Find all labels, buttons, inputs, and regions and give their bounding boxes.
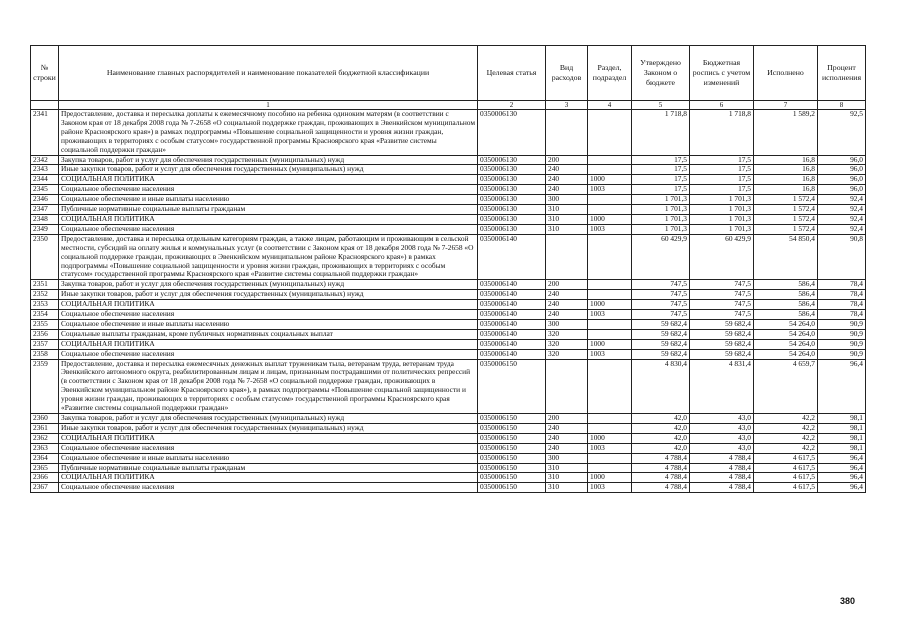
section-cell: 1003 <box>588 483 632 493</box>
section-cell: 1003 <box>588 224 632 234</box>
row-number-cell: 2345 <box>31 185 59 195</box>
name-cell: Иные закупки товаров, работ и услуг для обеспечения государственных (муниципальных) нужд <box>59 423 478 433</box>
row-number-cell: 2355 <box>31 319 59 329</box>
table-body <box>31 110 866 493</box>
expense-kind-cell: 310 <box>546 473 588 483</box>
table-row <box>31 433 866 443</box>
executed-cell: 586,4 <box>754 280 818 290</box>
section-cell: 1003 <box>588 443 632 453</box>
target-article-cell: 0350006150 <box>478 453 546 463</box>
executed-cell: 1 572,4 <box>754 214 818 224</box>
section-cell: 1000 <box>588 300 632 310</box>
target-article-cell: 0350006140 <box>478 339 546 349</box>
table-row <box>31 463 866 473</box>
table-row <box>31 175 866 185</box>
table-row <box>31 234 866 280</box>
section-cell <box>588 359 632 413</box>
table-row <box>31 280 866 290</box>
target-article-cell: 0350006140 <box>478 310 546 320</box>
table-header <box>31 46 866 110</box>
row-number-cell: 2350 <box>31 234 59 280</box>
target-article-cell: 0350006130 <box>478 185 546 195</box>
column-number: 7 <box>754 101 818 110</box>
approved-cell: 42,0 <box>632 433 690 443</box>
section-cell: 1000 <box>588 175 632 185</box>
executed-cell: 586,4 <box>754 300 818 310</box>
expense-kind-cell: 240 <box>546 290 588 300</box>
expense-kind-cell: 320 <box>546 349 588 359</box>
row-number-cell: 2348 <box>31 214 59 224</box>
budget-schedule-cell: 747,5 <box>690 300 754 310</box>
percent-cell: 92,5 <box>818 110 866 156</box>
header-percent: Процент исполнения <box>818 46 866 101</box>
table-row <box>31 359 866 413</box>
row-number-cell: 2357 <box>31 339 59 349</box>
approved-cell: 4 788,4 <box>632 473 690 483</box>
row-number-cell: 2362 <box>31 433 59 443</box>
column-number: 3 <box>546 101 588 110</box>
row-number-cell: 2361 <box>31 423 59 433</box>
name-cell: Иные закупки товаров, работ и услуг для обеспечения государственных (муниципальных) нужд <box>59 165 478 175</box>
approved-cell: 59 682,4 <box>632 349 690 359</box>
row-number-cell: 2367 <box>31 483 59 493</box>
section-cell <box>588 195 632 205</box>
column-number: 5 <box>632 101 690 110</box>
section-cell <box>588 234 632 280</box>
budget-schedule-cell: 4 788,4 <box>690 483 754 493</box>
name-cell: Публичные нормативные социальные выплаты гражданам <box>59 205 478 215</box>
executed-cell: 42,2 <box>754 423 818 433</box>
executed-cell: 4 617,5 <box>754 483 818 493</box>
executed-cell: 16,8 <box>754 175 818 185</box>
expense-kind-cell <box>546 110 588 156</box>
expense-kind-cell <box>546 234 588 280</box>
target-article-cell: 0350006150 <box>478 463 546 473</box>
percent-cell: 92,4 <box>818 214 866 224</box>
table-row <box>31 165 866 175</box>
budget-schedule-cell: 1 701,3 <box>690 205 754 215</box>
row-number-cell: 2356 <box>31 329 59 339</box>
target-article-cell: 0350006150 <box>478 483 546 493</box>
table-row <box>31 483 866 493</box>
row-number-cell: 2366 <box>31 473 59 483</box>
percent-cell: 96,4 <box>818 483 866 493</box>
percent-cell: 98,1 <box>818 433 866 443</box>
expense-kind-cell: 310 <box>546 224 588 234</box>
section-cell: 1003 <box>588 349 632 359</box>
name-cell: Социальное обеспечение и иные выплаты населению <box>59 453 478 463</box>
section-cell <box>588 165 632 175</box>
percent-cell: 78,4 <box>818 300 866 310</box>
executed-cell: 586,4 <box>754 310 818 320</box>
header-expense-kind: Вид расходов <box>546 46 588 101</box>
section-cell <box>588 290 632 300</box>
name-cell: Предоставление, доставка и пересылка ежемесячных денежных выплат труженикам тыла, ветеранам труда, ветеранам труда Эвенкийского автономного округа, реабилитированным лицам и лицам, признанным пострадавшими от политических репрессий (в соответствии с Законом края от 18 декабря 2008 года № 7-2658 «О социальной поддержке граждан, проживающих в Эвенкийском муниципальном районе Красноярского края»), в рамках подпрограммы «Повышение социальной защищенности и уровня жизни граждан, проживающих в территориях с особым статусом» государственной программы Красноярского края «Развитие системы социальной поддержки граждан» <box>59 359 478 413</box>
budget-schedule-cell: 59 682,4 <box>690 349 754 359</box>
percent-cell: 96,4 <box>818 359 866 413</box>
table-row <box>31 110 866 156</box>
table-row <box>31 319 866 329</box>
section-cell: 1000 <box>588 473 632 483</box>
budget-schedule-cell: 59 682,4 <box>690 329 754 339</box>
approved-cell: 747,5 <box>632 300 690 310</box>
executed-cell: 16,8 <box>754 185 818 195</box>
expense-kind-cell: 240 <box>546 165 588 175</box>
approved-cell: 60 429,9 <box>632 234 690 280</box>
target-article-cell: 0350006150 <box>478 443 546 453</box>
expense-kind-cell: 240 <box>546 423 588 433</box>
expense-kind-cell: 240 <box>546 443 588 453</box>
section-cell: 1000 <box>588 339 632 349</box>
expense-kind-cell: 310 <box>546 214 588 224</box>
name-cell: Закупка товаров, работ и услуг для обеспечения государственных (муниципальных) нужд <box>59 414 478 424</box>
budget-schedule-cell: 747,5 <box>690 310 754 320</box>
section-cell: 1000 <box>588 214 632 224</box>
approved-cell: 4 788,4 <box>632 483 690 493</box>
percent-cell: 78,4 <box>818 290 866 300</box>
table-row <box>31 310 866 320</box>
approved-cell: 42,0 <box>632 443 690 453</box>
table-row <box>31 195 866 205</box>
target-article-cell: 0350006150 <box>478 359 546 413</box>
target-article-cell: 0350006150 <box>478 473 546 483</box>
approved-cell: 1 701,3 <box>632 195 690 205</box>
target-article-cell: 0350006130 <box>478 165 546 175</box>
approved-cell: 59 682,4 <box>632 339 690 349</box>
budget-schedule-cell: 43,0 <box>690 433 754 443</box>
budget-schedule-cell: 1 718,8 <box>690 110 754 156</box>
percent-cell: 96,0 <box>818 185 866 195</box>
budget-schedule-cell: 43,0 <box>690 423 754 433</box>
column-number: 8 <box>818 101 866 110</box>
expense-kind-cell: 240 <box>546 175 588 185</box>
table-row <box>31 473 866 483</box>
table-row <box>31 155 866 165</box>
row-number-cell: 2351 <box>31 280 59 290</box>
expense-kind-cell: 240 <box>546 300 588 310</box>
budget-schedule-cell: 43,0 <box>690 414 754 424</box>
table-row <box>31 290 866 300</box>
section-cell <box>588 453 632 463</box>
expense-kind-cell: 300 <box>546 195 588 205</box>
approved-cell: 17,5 <box>632 175 690 185</box>
expense-kind-cell: 310 <box>546 483 588 493</box>
expense-kind-cell: 200 <box>546 280 588 290</box>
column-number: 4 <box>588 101 632 110</box>
expense-kind-cell: 300 <box>546 319 588 329</box>
executed-cell: 4 617,5 <box>754 463 818 473</box>
target-article-cell: 0350006150 <box>478 414 546 424</box>
approved-cell: 1 701,3 <box>632 224 690 234</box>
section-cell <box>588 414 632 424</box>
budget-schedule-cell: 17,5 <box>690 155 754 165</box>
approved-cell: 17,5 <box>632 165 690 175</box>
percent-cell: 90,8 <box>818 234 866 280</box>
target-article-cell: 0350006140 <box>478 300 546 310</box>
executed-cell: 42,2 <box>754 433 818 443</box>
name-cell: Публичные нормативные социальные выплаты гражданам <box>59 463 478 473</box>
table-row <box>31 214 866 224</box>
target-article-cell: 0350006130 <box>478 214 546 224</box>
name-cell: Социальное обеспечение населения <box>59 349 478 359</box>
target-article-cell: 0350006150 <box>478 433 546 443</box>
percent-cell: 92,4 <box>818 224 866 234</box>
table-row <box>31 453 866 463</box>
budget-schedule-cell: 747,5 <box>690 280 754 290</box>
percent-cell: 78,4 <box>818 280 866 290</box>
name-cell: Социальное обеспечение и иные выплаты населению <box>59 319 478 329</box>
row-number-cell: 2352 <box>31 290 59 300</box>
target-article-cell: 0350006140 <box>478 329 546 339</box>
budget-schedule-cell: 59 682,4 <box>690 319 754 329</box>
executed-cell: 1 572,4 <box>754 224 818 234</box>
budget-schedule-cell: 747,5 <box>690 290 754 300</box>
row-number-cell: 2353 <box>31 300 59 310</box>
percent-cell: 96,0 <box>818 175 866 185</box>
percent-cell: 98,1 <box>818 423 866 433</box>
target-article-cell: 0350006130 <box>478 195 546 205</box>
header-target-article: Целевая статья <box>478 46 546 101</box>
section-cell <box>588 205 632 215</box>
executed-cell: 54 264,0 <box>754 329 818 339</box>
executed-cell: 42,2 <box>754 414 818 424</box>
expense-kind-cell: 320 <box>546 329 588 339</box>
table-row <box>31 349 866 359</box>
row-number-cell: 2343 <box>31 165 59 175</box>
approved-cell: 1 701,3 <box>632 214 690 224</box>
header-row-number: № строки <box>31 46 59 101</box>
row-number-cell: 2354 <box>31 310 59 320</box>
name-cell: Социальное обеспечение населения <box>59 310 478 320</box>
approved-cell: 747,5 <box>632 290 690 300</box>
approved-cell: 59 682,4 <box>632 329 690 339</box>
executed-cell: 1 572,4 <box>754 195 818 205</box>
budget-schedule-cell: 1 701,3 <box>690 214 754 224</box>
approved-cell: 4 830,4 <box>632 359 690 413</box>
percent-cell: 90,9 <box>818 319 866 329</box>
table-row <box>31 339 866 349</box>
name-cell: Предоставление, доставка и пересылка доплаты к ежемесячному пособию на ребенка одиноким матерям (в соответствии с Законом края от 18 декабря 2008 года № 7-2658 «О социальной поддержке граждан, проживающих в Эвенкийском муниципальном районе Красноярского края») в рамках подпрограммы «Повышение социальной защищенности и уровня жизни граждан, проживающих в территориях с особым статусом» государственной программы Красноярского края «Развитие системы социальной поддержки граждан» <box>59 110 478 156</box>
table-row <box>31 329 866 339</box>
expense-kind-cell: 200 <box>546 155 588 165</box>
name-cell: Закупка товаров, работ и услуг для обеспечения государственных (муниципальных) нужд <box>59 280 478 290</box>
page-number: 380 <box>839 596 855 606</box>
expense-kind-cell: 300 <box>546 453 588 463</box>
approved-cell: 17,5 <box>632 155 690 165</box>
executed-cell: 54 264,0 <box>754 339 818 349</box>
column-number <box>31 101 59 110</box>
approved-cell: 747,5 <box>632 280 690 290</box>
row-number-cell: 2341 <box>31 110 59 156</box>
row-number-cell: 2342 <box>31 155 59 165</box>
target-article-cell: 0350006130 <box>478 155 546 165</box>
percent-cell: 96,0 <box>818 165 866 175</box>
name-cell: СОЦИАЛЬНАЯ ПОЛИТИКА <box>59 339 478 349</box>
name-cell: Закупка товаров, работ и услуг для обеспечения государственных (муниципальных) нужд <box>59 155 478 165</box>
section-cell: 1003 <box>588 185 632 195</box>
header-section: Раздел, подраздел <box>588 46 632 101</box>
percent-cell: 96,4 <box>818 453 866 463</box>
budget-schedule-cell: 4 831,4 <box>690 359 754 413</box>
column-number: 6 <box>690 101 754 110</box>
name-cell: СОЦИАЛЬНАЯ ПОЛИТИКА <box>59 300 478 310</box>
executed-cell: 1 572,4 <box>754 205 818 215</box>
section-cell <box>588 319 632 329</box>
row-number-cell: 2358 <box>31 349 59 359</box>
table-row <box>31 414 866 424</box>
budget-schedule-cell: 4 788,4 <box>690 473 754 483</box>
percent-cell: 90,9 <box>818 349 866 359</box>
percent-cell: 92,4 <box>818 195 866 205</box>
percent-cell: 96,4 <box>818 473 866 483</box>
expense-kind-cell: 310 <box>546 463 588 473</box>
executed-cell: 1 589,2 <box>754 110 818 156</box>
approved-cell: 4 788,4 <box>632 453 690 463</box>
table-row <box>31 300 866 310</box>
row-number-cell: 2360 <box>31 414 59 424</box>
name-cell: Социальное обеспечение и иные выплаты населению <box>59 195 478 205</box>
budget-schedule-cell: 17,5 <box>690 185 754 195</box>
name-cell: Иные закупки товаров, работ и услуг для обеспечения государственных (муниципальных) нужд <box>59 290 478 300</box>
expense-kind-cell: 240 <box>546 310 588 320</box>
approved-cell: 1 718,8 <box>632 110 690 156</box>
header-budget-schedule: Бюджетная роспись с учетом изменений <box>690 46 754 101</box>
target-article-cell: 0350006150 <box>478 423 546 433</box>
section-cell <box>588 280 632 290</box>
percent-cell: 78,4 <box>818 310 866 320</box>
target-article-cell: 0350006140 <box>478 290 546 300</box>
row-number-cell: 2349 <box>31 224 59 234</box>
target-article-cell: 0350006130 <box>478 175 546 185</box>
budget-schedule-cell: 59 682,4 <box>690 339 754 349</box>
approved-cell: 59 682,4 <box>632 319 690 329</box>
table-row <box>31 224 866 234</box>
expense-kind-cell <box>546 359 588 413</box>
table-row <box>31 205 866 215</box>
budget-schedule-cell: 4 788,4 <box>690 463 754 473</box>
header-approved: Утверждено Законом о бюджете <box>632 46 690 101</box>
name-cell: Предоставление, доставка и пересылка отдельным категориям граждан, а также лицам, работающим и проживающим в сельской местности, субсидий на оплату жилья и коммунальных услуг (в соответствии с Законом края от 18 декабря 2008 года № 7-2658 «О социальной поддержке граждан, проживающих в Эвенкийском муниципальном районе Красноярского края») в рамках подпрограммы «Повышение социальной защищенности и уровня жизни граждан, проживающих в территориях с особым статусом» государственной программы Красноярского края «Развитие системы социальной поддержки граждан» <box>59 234 478 280</box>
expense-kind-cell: 310 <box>546 205 588 215</box>
executed-cell: 54 850,4 <box>754 234 818 280</box>
target-article-cell: 0350006130 <box>478 224 546 234</box>
budget-schedule-cell: 17,5 <box>690 175 754 185</box>
section-cell <box>588 155 632 165</box>
expense-kind-cell: 240 <box>546 185 588 195</box>
percent-cell: 96,4 <box>818 463 866 473</box>
name-cell: СОЦИАЛЬНАЯ ПОЛИТИКА <box>59 433 478 443</box>
target-article-cell: 0350006130 <box>478 110 546 156</box>
target-article-cell: 0350006130 <box>478 205 546 215</box>
column-number: 2 <box>478 101 546 110</box>
section-cell: 1000 <box>588 433 632 443</box>
approved-cell: 42,0 <box>632 414 690 424</box>
section-cell <box>588 463 632 473</box>
section-cell <box>588 423 632 433</box>
budget-schedule-cell: 43,0 <box>690 443 754 453</box>
row-number-cell: 2359 <box>31 359 59 413</box>
percent-cell: 96,0 <box>818 155 866 165</box>
approved-cell: 4 788,4 <box>632 463 690 473</box>
percent-cell: 92,4 <box>818 205 866 215</box>
executed-cell: 54 264,0 <box>754 319 818 329</box>
target-article-cell: 0350006140 <box>478 234 546 280</box>
section-cell <box>588 110 632 156</box>
budget-schedule-cell: 4 788,4 <box>690 453 754 463</box>
expense-kind-cell: 200 <box>546 414 588 424</box>
budget-schedule-cell: 1 701,3 <box>690 224 754 234</box>
table-row <box>31 443 866 453</box>
target-article-cell: 0350006140 <box>478 319 546 329</box>
header-name: Наименование главных распорядителей и наименование показателей бюджетной классификации <box>59 46 478 101</box>
row-number-cell: 2365 <box>31 463 59 473</box>
percent-cell: 98,1 <box>818 414 866 424</box>
table-row <box>31 423 866 433</box>
percent-cell: 90,9 <box>818 329 866 339</box>
percent-cell: 90,9 <box>818 339 866 349</box>
executed-cell: 16,8 <box>754 155 818 165</box>
executed-cell: 42,2 <box>754 443 818 453</box>
name-cell: Социальное обеспечение населения <box>59 185 478 195</box>
row-number-cell: 2364 <box>31 453 59 463</box>
name-cell: СОЦИАЛЬНАЯ ПОЛИТИКА <box>59 175 478 185</box>
name-cell: СОЦИАЛЬНАЯ ПОЛИТИКА <box>59 473 478 483</box>
budget-schedule-cell: 60 429,9 <box>690 234 754 280</box>
row-number-cell: 2346 <box>31 195 59 205</box>
name-cell: Социальное обеспечение населения <box>59 443 478 453</box>
name-cell: Социальное обеспечение населения <box>59 483 478 493</box>
column-number-row <box>31 101 866 110</box>
budget-schedule-cell: 17,5 <box>690 165 754 175</box>
column-number: 1 <box>59 101 478 110</box>
table-row <box>31 185 866 195</box>
executed-cell: 16,8 <box>754 165 818 175</box>
target-article-cell: 0350006140 <box>478 280 546 290</box>
section-cell: 1003 <box>588 310 632 320</box>
name-cell: Социальное обеспечение населения <box>59 224 478 234</box>
row-number-cell: 2347 <box>31 205 59 215</box>
budget-schedule-cell: 1 701,3 <box>690 195 754 205</box>
approved-cell: 747,5 <box>632 310 690 320</box>
name-cell: Социальные выплаты гражданам, кроме публичных нормативных социальных выплат <box>59 329 478 339</box>
executed-cell: 4 617,5 <box>754 473 818 483</box>
target-article-cell: 0350006140 <box>478 349 546 359</box>
expense-kind-cell: 240 <box>546 433 588 443</box>
section-cell <box>588 329 632 339</box>
executed-cell: 586,4 <box>754 290 818 300</box>
row-number-cell: 2344 <box>31 175 59 185</box>
header-executed: Исполнено <box>754 46 818 101</box>
budget-table <box>30 45 866 493</box>
approved-cell: 42,0 <box>632 423 690 433</box>
executed-cell: 54 264,0 <box>754 349 818 359</box>
executed-cell: 4 617,5 <box>754 453 818 463</box>
approved-cell: 1 701,3 <box>632 205 690 215</box>
percent-cell: 98,1 <box>818 443 866 453</box>
executed-cell: 4 659,7 <box>754 359 818 413</box>
expense-kind-cell: 320 <box>546 339 588 349</box>
name-cell: СОЦИАЛЬНАЯ ПОЛИТИКА <box>59 214 478 224</box>
row-number-cell: 2363 <box>31 443 59 453</box>
approved-cell: 17,5 <box>632 185 690 195</box>
